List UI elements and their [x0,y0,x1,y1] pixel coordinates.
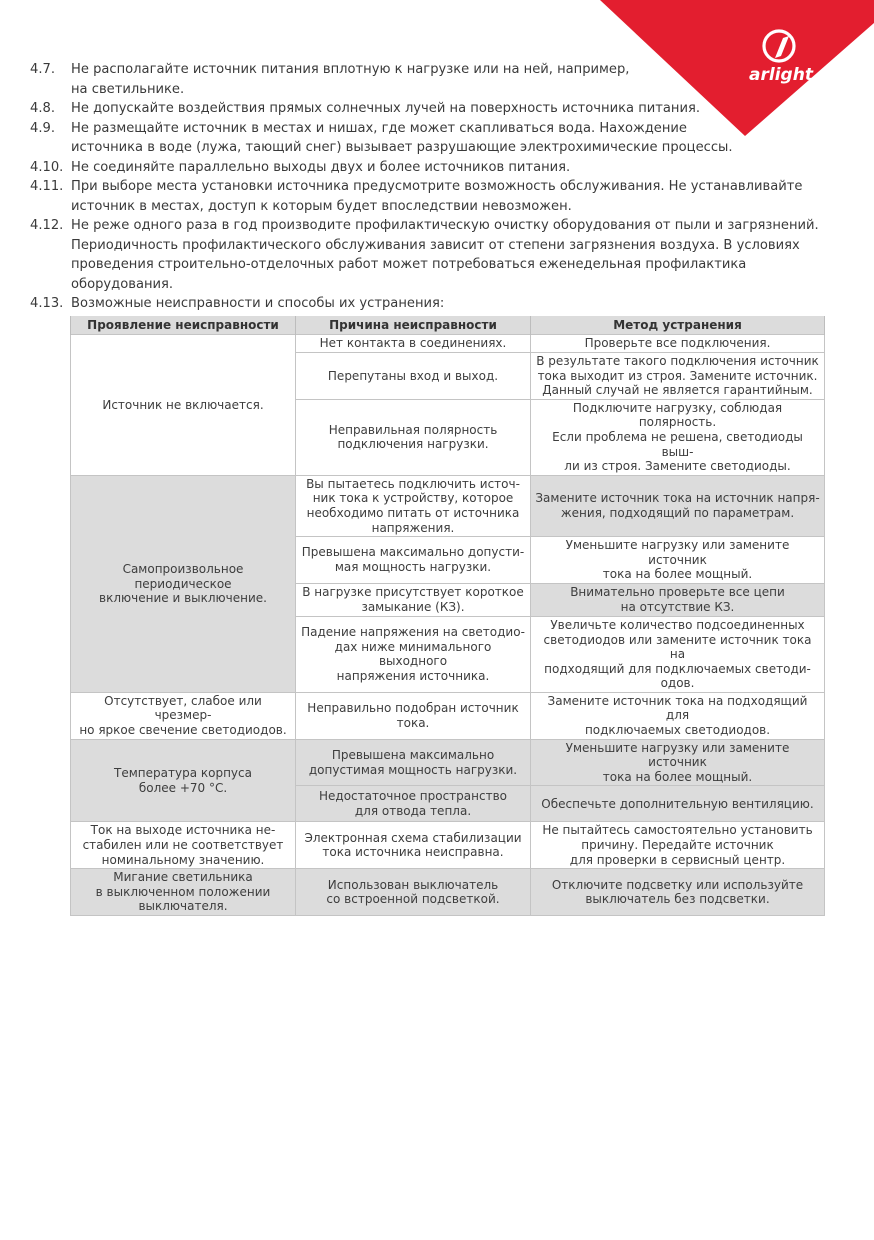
item-number: 4.9. [30,120,55,136]
fix-cell: Внимательно проверьте все цепи на отсутствие КЗ. [531,583,825,616]
item-text: Не реже одного раза в год производите профилактическую очистку оборудования от пыли и загрязнений. Периодичность профилактического обслуживания зависит от степени загрязнения воздуха. В условиях проведения строительно-отделочных работ может потребоваться еженедельная профилактика оборудования. [71,218,819,292]
item-text: Не размещайте источник в местах и нишах, где может скапливаться вода. Нахождение источника в воде (лужа, тающий снег) вызывает разрушающие электрохимические процессы. [71,120,733,155]
fix-cell: Замените источник тока на подходящий для подключаемых светодиодов. [531,692,825,739]
cause-cell: Нет контакта в соединениях. [296,335,531,353]
table-row [71,692,825,739]
list-item [30,177,830,216]
item-number: 4.12. [30,218,64,233]
fix-cell: Замените источник тока на источник напря- жения, подходящий по параметрам. [531,475,825,536]
list-item [30,60,830,99]
table-row [71,335,825,353]
list-item [30,294,830,314]
cause-cell: В нагрузке присутствует короткое замыкание (КЗ). [296,583,531,616]
cause-cell: Использован выключатель со встроенной подсветкой. [296,869,531,916]
fix-cell: Уменьшите нагрузку или замените источник тока на более мощный. [531,739,825,786]
cause-cell: Вы пытаетесь подключить источ- ник тока к устройству, которое необходимо питать от источника напряжения. [296,475,531,536]
list-item [30,216,830,294]
table-row [71,869,825,916]
item-number: 4.13. [30,296,64,311]
table-row [71,822,825,869]
fix-cell: Уменьшите нагрузку или замените источник тока на более мощный. [531,537,825,584]
instructions-list [30,60,830,314]
fix-cell: Не пытайтесь самостоятельно установить причину. Передайте источник для проверки в сервисный центр. [531,822,825,869]
symptom-cell: Самопроизвольное периодическое включение и выключение. [71,475,296,692]
cause-cell: Электронная схема стабилизации тока источника неисправна. [296,822,531,869]
item-text: Не соединяйте параллельно выходы двух и более источников питания. [71,159,571,175]
cause-cell: Неправильная полярность подключения нагрузки. [296,399,531,475]
header-symptom: Проявление неисправности [71,316,296,335]
header-cause: Причина неисправности [296,316,531,335]
item-number: 4.10. [30,159,64,175]
symptom-cell: Источник не включается. [71,335,296,476]
item-text: Не располагайте источник питания вплотную к нагрузке или на ней, например, на светильнике. [71,62,630,97]
table-row [71,739,825,786]
item-text: Возможные неисправности и способы их устранения: [71,296,445,311]
fix-cell: Проверьте все подключения. [531,335,825,353]
cause-cell: Падение напряжения на светодио- дах ниже минимального выходного напряжения источника. [296,616,531,692]
brand-name: arlight [749,65,813,85]
table-header-row [71,316,825,335]
cause-cell: Недостаточное пространство для отвода тепла. [296,786,531,822]
item-number: 4.7. [30,62,55,77]
item-number: 4.8. [30,101,55,116]
fix-cell: Подключите нагрузку, соблюдая полярность. Если проблема не решена, светодиоды выш- ли из строя. Замените светодиоды. [531,399,825,475]
fix-cell: Обеспечьте дополнительную вентиляцию. [531,786,825,822]
symptom-cell: Ток на выходе источника не- стабилен или не соответствует номинальному значению. [71,822,296,869]
fix-cell: В результате такого подключения источник тока выходит из строя. Замените источник. Данный случай не является гарантийным. [531,353,825,400]
cause-cell: Неправильно подобран источник тока. [296,692,531,739]
item-number: 4.11. [30,179,64,194]
item-text: Не допускайте воздействия прямых солнечных лучей на поверхность источника питания. [71,101,701,116]
symptom-cell: Отсутствует, слабое или чрезмер- но яркое свечение светодиодов. [71,692,296,739]
troubleshooting-table [70,316,825,916]
fix-cell: Увеличьте количество подсоединенных светодиодов или замените источник тока на подходящий для подключаемых светоди- одов. [531,616,825,692]
cause-cell: Превышена максимально допустимая мощность нагрузки. [296,739,531,786]
table-body [71,335,825,916]
cause-cell: Превышена максимально допусти- мая мощность нагрузки. [296,537,531,584]
table-row [71,475,825,536]
item-text: При выборе места установки источника предусмотрите возможность обслуживания. Не устанавливайте источник в местах, доступ к которым будет впоследствии невозможен. [71,179,803,214]
symptom-cell: Температура корпуса более +70 °С. [71,739,296,822]
fix-cell: Отключите подсветку или используйте выключатель без подсветки. [531,869,825,916]
list-item [30,119,830,158]
symptom-cell: Мигание светильника в выключенном положении выключателя. [71,869,296,916]
cause-cell: Перепутаны вход и выход. [296,353,531,400]
header-fix: Метод устранения [531,316,825,335]
list-item [30,99,830,119]
list-item [30,158,830,178]
